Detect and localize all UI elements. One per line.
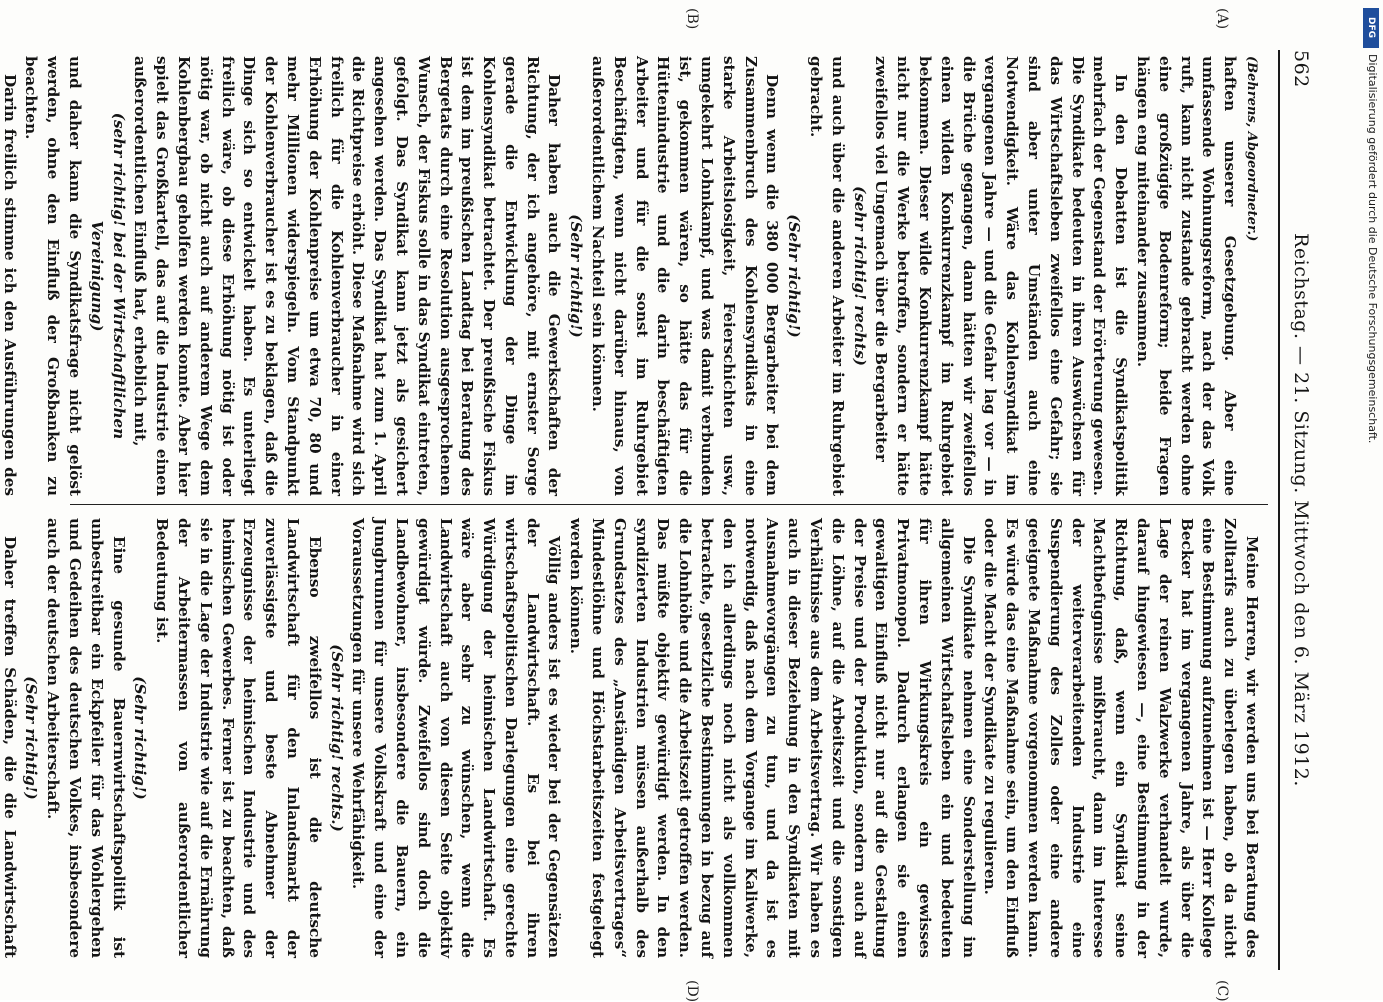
dfg-logo: DFG	[1363, 8, 1379, 48]
paragraph: Völlig anders ist es wieder bei der Gegensätzen der Landwirtschaft. Es bei ihren wirtschaftspolitischen Darlegungen eine gerechte Würdigung der heimischen Landwirtschaft. Es wäre aber sehr zu wünschen, wenn die Landwirtschaft auch von diesen Seite objektiv gewürdigt würde. Zweifellos sind doch die Landbewohner, insbesondere die Bauern, ein Jungbrunnen für unsere Volkskraft und eine der Voraussetzungen für unsere Wehrfähigkeit.	[349, 518, 564, 958]
page-number: 562	[1290, 50, 1312, 88]
paragraph: Darin freilich stimme ich den Ausführungen des	[0, 74, 19, 496]
interjection: (Sehr richtig!)	[131, 676, 150, 800]
page-header	[1278, 50, 1320, 970]
digitization-note: Digitalisierung gefördert durch die Deutsche Forschungsgemeinschaft.	[1366, 54, 1379, 444]
paragraph: Denn wenn die 380 000 Bergarbeiter bei dem Zusammenbruch des Kohlensyndikats in eine starke Arbeitslosigkeit, Feierschichten usw., umgekehrt Lohnkampf, und was damit verbunden ist, gekommen wären, so hätte das für die Hüttenindustrie und die darin beschäftigten Arbeiter und für die sonst im Ruhrgebiet Beschäftigten, wenn nicht darüber hinaus, von außerordentlichem Nachteil sein können.	[589, 56, 782, 496]
margin-mark-c: (C)	[1214, 980, 1230, 1002]
paragraph: Die Syndikate nehmen eine Sonderstellung im allgemeinen Wirtschaftsleben ein und bedeuten für ihren Wirkungskreis ein gewisses Privatmonopol. Dadurch erlangen sie einen gewaltigen Einfluß nicht nur auf die Gestaltung der Preise und der Produktion, sondern auch auf die Löhne, auf die Arbeitszeit und die sonstigen Verhältnisse aus dem Arbeitsvertrag. Wir haben es auch in dieser Beziehung in den Syndikaten mit Ausnahmevorgängen zu tun, und da ist es notwendig, daß nach dem Vorgange im Kaliwerke, den ich allerdings noch nicht als vollkommen betrachte, gesetzliche Bestimmungen in bezug auf die Lohnhöhe und die Arbeitszeit getroffen werden. Das müßte objektiv gewürdigt werden. In den syndizierten Industrien müssen außerhalb des Grundsatzes des „Anständigen Arbeitsvertrages“ Mindestlöhne und Höchstarbeitszeiten festgelegt werden können.	[567, 518, 978, 958]
interjection: (Sehr richtig! rechts.)	[327, 644, 346, 832]
paragraph: und auch über die anderen Arbeiter im Ruhrgebiet gebracht.	[807, 56, 847, 496]
paragraph: (Behrens, Abgeordneter.)	[1244, 56, 1259, 242]
interjection: (Sehr richtig!)	[22, 676, 41, 800]
paragraph: In den Debatten ist die Syndikatspolitik mehrfach der Gegenstand der Erörterung gewesen. Die Syndikate bedeuten in ihren Auswüchsen für das Wirtschaftsleben zweifellos eine Gefahr; sie sind aber unter Umständen auch eine Notwendigkeit. Wäre das Kohlensyndikat im vergangenen Jahre — und die Gefahr lag vor — in die Brüche gegangen, dann hätten wir zweifellos einen wilden Konkurrenzkampf im Ruhrgebiet bekommen. Dieser wilde Konkurrenzkampf hätte nicht nur die Werke betroffen, sondern er hätte zweifellos viel Ungemach über die Bergarbeiter	[872, 56, 1131, 496]
digitization-stamp	[1361, 8, 1379, 988]
page-title: Reichstag. — 21. Sitzung. Mittwoch den 6. März 1912.	[1290, 233, 1312, 787]
paragraph: Ebenso zweifellos ist die deutsche Landwirtschaft für den Inlandsmarkt der zuverlässigste und beste Abnehmer der Erzeugnisse der heimischen Industrie und des heimischen Gewerbes. Ferner ist zu beachten, daß sie in die Lage der Industrie wie auf die Ernährung der Arbeitermassen von außerordentlicher Bedeutung ist.	[153, 518, 324, 958]
interjection: (Sehr richtig!)	[567, 214, 586, 338]
column-divider	[70, 504, 1268, 505]
paragraph: Eine gesunde Bauernwirtschaftspolitik ist unbestreitbar ein Eckpfeiler für das Wohlergehen und Gedeihen des deutschen Volkes, insbesondere auch der deutschen Arbeiterschaft.	[44, 518, 128, 958]
left-text-column	[0, 56, 1262, 496]
paragraph: und daher kann die Syndikatsfrage nicht gelöst werden, ohne den Einfluß der Großbanken zu beachten.	[22, 56, 84, 496]
paragraph: haften unserer Gesetzgebung. Aber eine umfassende Wohnungsreform, nach der das Volk ruft, kann nicht zustande gebracht werden ohne eine großzügige Bodenreform; beide Fragen hängen eng miteinander zusammen.	[1134, 56, 1240, 496]
margin-mark-b: (B)	[684, 8, 700, 30]
rotated-page	[0, 8, 1320, 1002]
interjection: (Sehr richtig!)	[785, 214, 804, 338]
interjection: (sehr richtig! bei der Wirtschaftlichen Vereinigung)	[87, 112, 128, 440]
paragraph: Meine Herren, wir werden uns bei Beratung des Zolltarifs auch zu überlegen haben, ob da nicht eine Bestimmung aufzunehmen ist — Herr Kollege Becker hat im vergangenen Jahre, als über die Lage der reinen Walzwerke verhandelt wurde, darauf hingewiesen —, eine Bestimmung in der Richtung, daß, wenn ein Syndikat seine Machtbefugnisse mißbraucht, dann im Interesse der weiterverarbeitenden Industrie eine Suspendierung des Zolles oder eine andere geeignete Maßnahme vorgenommen werden kann. Es würde das eine Maßnahme sein, um den Einfluß oder die Macht der Syndikate zu regulieren.	[981, 518, 1261, 958]
paragraph: Daher haben auch die Gewerkschaften der Richtung, der ich angehöre, mit ernster Sorge gerade die Entwicklung der Dinge im Kohlensyndikat betrachtet. Der preußische Fiskus ist dem im preußischen Landtag bei Beratung des Bergetats durch eine Resolution ausgesprochenen Wunsch, der Fiskus solle in das Syndikat eintreten, gefolgt. Das Syndikat kann jetzt als gesichert angesehen werden. Das Syndikat hat zum 1. April die Richtpreise erhöht. Diese Maßnahme wird sich freilich für die Kohlenverbraucher in einer Erhöhung der Kohlenpreise um etwa 70, 80 und mehr Millionen widerspiegeln. Vom Standpunkt der Kohlenverbraucher ist es zu beklagen, daß die Dinge sich so entwickelt haben. Es unterliegt freilich wäre, ob diese Erhöhung nötig ist oder nötig war, ob nicht auch auf anderem Wege dem Kohlenbergbau geholfen werden konnte. Aber hier spielt das Großkartell, das auf die Industrie einen außerordentlichen Einfluß hat, erheblich mit,	[131, 56, 564, 496]
paragraph: Daher treffen Schäden, die die Landwirtschaft	[0, 536, 19, 958]
margin-mark-d: (D)	[684, 980, 700, 1002]
margin-mark-a: (A)	[1214, 8, 1230, 30]
right-text-column	[0, 518, 1262, 958]
interjection: (sehr richtig! rechts)	[850, 186, 869, 366]
